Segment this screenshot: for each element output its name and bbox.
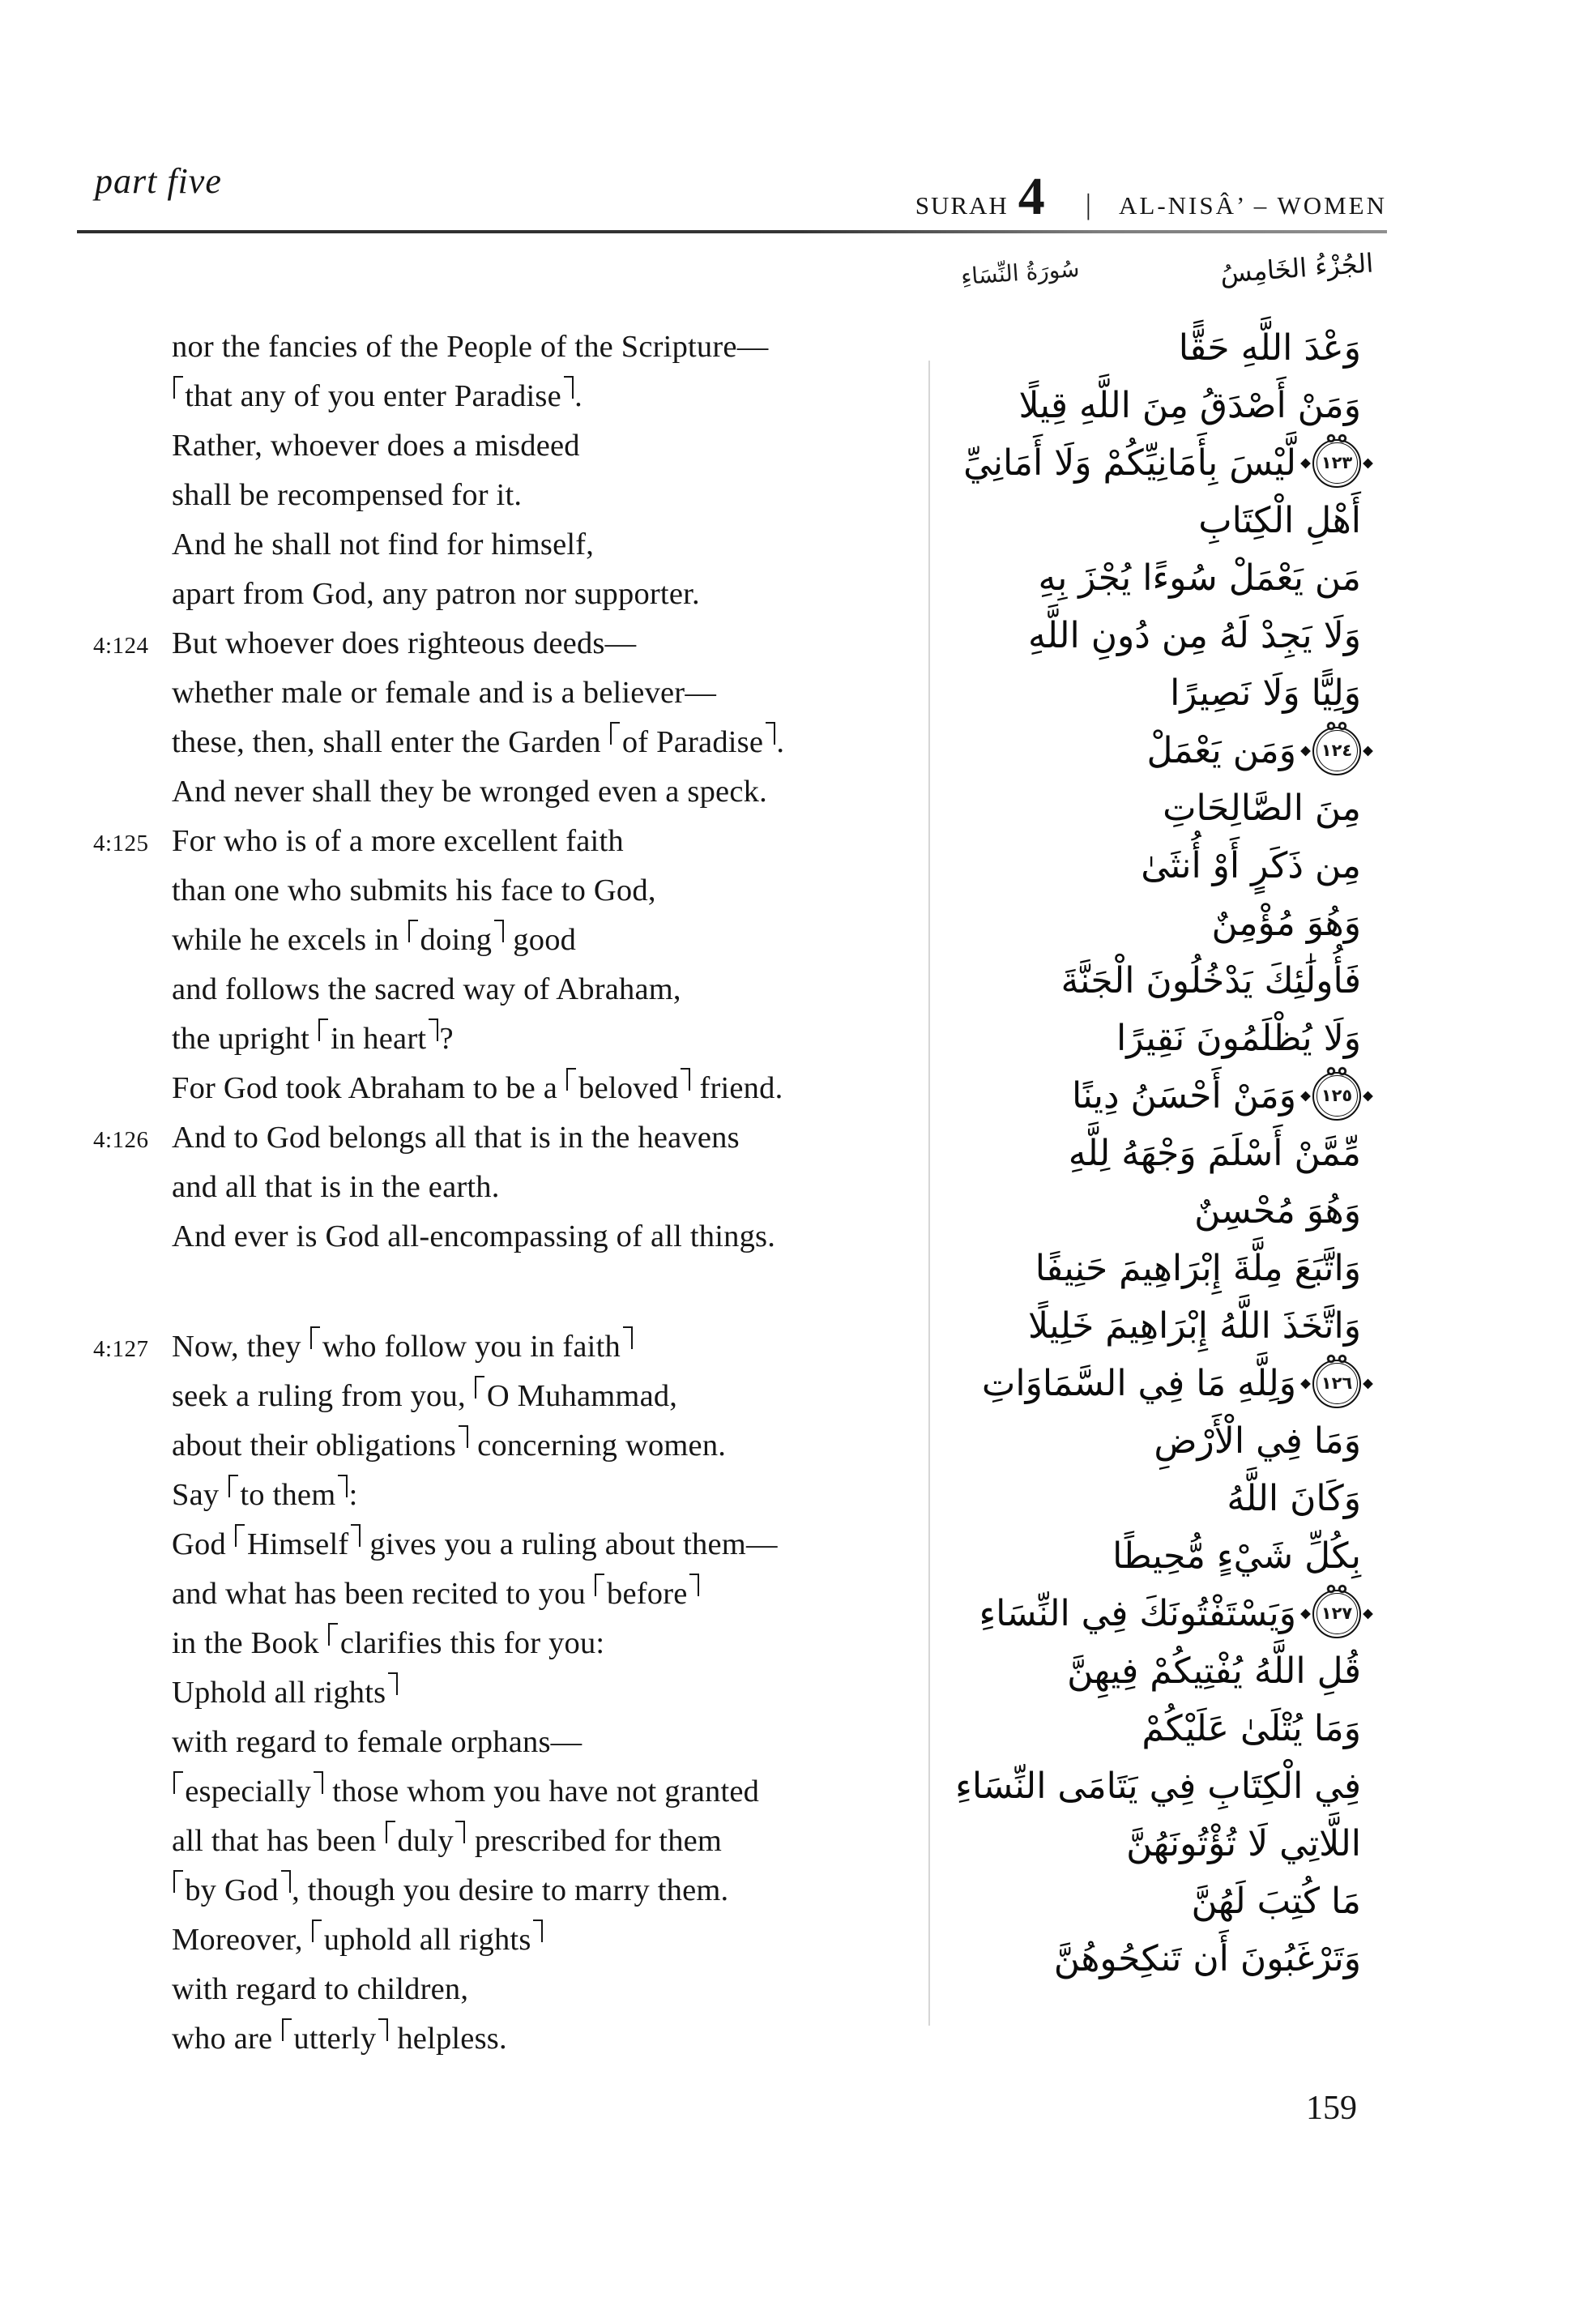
translation-text: the upright in heart ? [172,1014,454,1064]
arabic-line [907,1470,1361,1527]
translation-text: Now, they who follow you in faith [172,1322,634,1372]
arabic-text: اللَّاتِي لَا تُؤْتُونَهُنَّ [1126,1822,1361,1864]
translation-line [93,916,920,965]
half-bracket-mark [533,1920,543,1941]
translation-line [93,1767,920,1817]
translation-text: and all that is in the earth. [172,1170,500,1204]
arabic-line [907,377,1361,434]
translation-line [93,1915,920,1965]
translation-line [93,421,920,471]
translation-line [93,322,920,372]
half-bracket-mark [595,1574,604,1595]
arabic-text: وَيَسْتَفْتُونَكَ فِي النِّسَاءِ [979,1592,1296,1634]
translation-text: in the Book clarifies this for you: [172,1619,604,1668]
half-bracket-mark [623,1326,633,1348]
arabic-line [907,1873,1361,1930]
arabic-text: مِن ذَكَرٍ أَوْ أُنثَىٰ [1141,844,1361,886]
arabic-text: مَا كُتِبَ لَهُنَّ [1191,1880,1361,1922]
translation-text: For who is of a more excellent faith [172,824,624,858]
translation-line [93,767,920,817]
half-bracket-mark [408,920,418,942]
header-divider: | [1085,188,1092,220]
translation-text: and what has been recited to you before [172,1569,701,1619]
arabic-text: مِّمَّنْ أَسْلَمَ وَجْهَهُ لِلَّهِ [1068,1132,1361,1174]
verse-medallion-icon [1312,1072,1361,1121]
translation-line [93,1520,920,1569]
half-bracket-mark [378,2018,388,2040]
translation-column [93,322,920,2064]
translation-text: all that has been duly prescribed for them [172,1817,722,1866]
half-bracket-mark [338,1475,348,1497]
translation-text: about their obligations concerning women. [172,1421,726,1471]
arabic-line [907,1585,1361,1642]
translation-line [93,1866,920,1915]
half-bracket-mark [610,722,620,744]
arabic-text: أَهْلِ الْكِتَابِ [1198,499,1361,541]
verse-number: 4:125 [93,831,149,856]
translation-text: And ever is God all-encompassing of all things. [172,1219,776,1253]
half-bracket-mark [314,1771,323,1793]
translation-text: and follows the sacred way of Abraham, [172,972,681,1006]
surah-header [915,167,1387,226]
translation-text: with regard to children, [172,1972,469,2006]
translation-line [93,1212,920,1262]
translation-line [93,372,920,421]
arabic-text: وَتَرْغَبُونَ أَن تَنكِحُوهُنَّ [1053,1937,1361,1979]
surah-name-calligraphy: سُورَةُ النِّسَاءِ [960,254,1081,291]
half-bracket-mark [281,1870,291,1892]
translation-text: who are utterly helpless. [172,2014,507,2064]
half-bracket-mark [235,1524,245,1546]
half-bracket-mark [173,1870,183,1892]
translation-text: while he excels in doing good [172,916,576,965]
translation-line [93,965,920,1014]
verse-medallion-number: ١٢٤ [1321,741,1353,760]
half-bracket-mark [429,1018,438,1040]
arabic-line [907,1930,1361,1988]
arabic-text: وَمَنْ أَصْدَقُ مِنَ اللَّهِ قِيلًا [1018,384,1361,426]
half-bracket-mark [310,1326,320,1348]
translation-line [93,471,920,520]
arabic-text: وَمَنْ أَحْسَنُ دِينًا [1072,1074,1296,1117]
arabic-line [907,1412,1361,1470]
half-bracket-mark [173,376,183,398]
arabic-text: وَاتَّخَذَ اللَّهُ إِبْرَاهِيمَ خَلِيلًا [1028,1305,1361,1347]
arabic-line [907,1067,1361,1125]
translation-line [93,520,920,570]
translation-text: by God , though you desire to marry them. [172,1866,728,1915]
half-bracket-mark [388,1672,398,1694]
translation-text: For God took Abraham to be a beloved friend. [172,1064,783,1113]
arabic-line [907,837,1361,895]
translation-line [93,817,920,866]
arabic-line [907,895,1361,952]
translation-line [93,1471,920,1520]
verse-medallion-icon [1312,439,1361,488]
arabic-text: وَلِلَّهِ مَا فِي السَّمَاوَاتِ [981,1362,1296,1404]
translation-line [93,1262,920,1322]
translation-text: apart from God, any patron nor supporter. [172,577,700,611]
arabic-text: مِنَ الصَّالِحَاتِ [1163,787,1361,829]
translation-text: Uphold all rights [172,1668,399,1718]
arabic-line [907,722,1361,779]
arabic-text: وَاتَّبَعَ مِلَّةَ إِبْرَاهِيمَ حَنِيفًا [1035,1247,1361,1289]
arabic-text: وَعْدَ اللَّهِ حَقًّا [1178,327,1361,369]
translation-line [93,668,920,718]
half-bracket-mark [386,1821,395,1843]
arabic-line [907,549,1361,607]
half-bracket-mark [228,1475,238,1497]
surah-word: SURAH [915,191,1009,220]
arabic-line [907,664,1361,722]
translation-text: And he shall not find for himself, [172,527,595,562]
arabic-text: فَأُولَٰئِكَ يَدْخُلُونَ الْجَنَّةَ [1060,959,1361,1001]
translation-text: Moreover, uphold all rights [172,1915,544,1965]
arabic-line [907,1700,1361,1757]
arabic-column [907,319,1361,1988]
arabic-text: وَمَن يَعْمَلْ [1146,729,1296,771]
arabic-text: وَمَا فِي الْأَرْضِ [1154,1420,1361,1462]
arabic-line [907,319,1361,377]
part-label: part five [95,161,222,201]
arabic-line [907,1125,1361,1182]
half-bracket-mark [564,376,574,398]
half-bracket-mark [351,1524,361,1546]
arabic-line [907,434,1361,492]
translation-line [93,1322,920,1372]
verse-medallion-icon [1312,1360,1361,1408]
arabic-text: وَلَا يُظْلَمُونَ نَقِيرًا [1116,1017,1361,1059]
translation-text: these, then, shall enter the Garden of Paradise . [172,718,784,767]
translation-line [93,1619,920,1668]
translation-line [93,1569,920,1619]
arabic-text: مَن يَعْمَلْ سُوءًا يُجْزَ بِهِ [1038,557,1361,599]
translation-line [93,1372,920,1421]
verse-number: 4:126 [93,1127,149,1153]
arabic-line [907,1182,1361,1240]
page-gutter-line [928,361,930,2026]
translation-line [93,1163,920,1212]
arabic-text: وَلِيًّا وَلَا نَصِيرًا [1170,672,1361,714]
translation-line [93,718,920,767]
arabic-text: وَمَا يُتْلَىٰ عَلَيْكُمْ [1142,1707,1361,1749]
arabic-line [907,952,1361,1010]
arabic-text: قُلِ اللَّهُ يُفْتِيكُمْ فِيهِنَّ [1067,1650,1361,1692]
arabic-line [907,1527,1361,1585]
translation-text: Rather, whoever does a misdeed [172,429,580,463]
arabic-line [907,1010,1361,1067]
half-bracket-mark [566,1068,576,1090]
arabic-line [907,492,1361,549]
half-bracket-mark [173,1771,183,1793]
surah-number: 4 [1018,167,1045,226]
verse-medallion-number: ١٢٧ [1321,1604,1353,1623]
verse-medallion-number: ١٢٣ [1321,453,1353,472]
arabic-text: وَلَا يَجِدْ لَهُ مِن دُونِ اللَّهِ [1027,614,1361,656]
arabic-text: بِكُلِّ شَيْءٍ مُّحِيطًا [1112,1535,1361,1577]
arabic-line [907,1297,1361,1355]
half-bracket-mark [328,1623,338,1645]
translation-line [93,1817,920,1866]
half-bracket-mark [475,1376,484,1398]
verse-medallion-icon [1312,727,1361,775]
header-rule [77,230,1387,233]
half-bracket-mark [312,1920,322,1941]
arabic-text: وَهُوَ مُحْسِنٌ [1194,1189,1361,1232]
arabic-line [907,1642,1361,1700]
translation-text: God Himself gives you a ruling about them— [172,1520,778,1569]
verse-medallion-number: ١٢٥ [1321,1086,1353,1105]
translation-line [93,1668,920,1718]
arabic-line [907,607,1361,664]
arabic-text: لَّيْسَ بِأَمَانِيِّكُمْ وَلَا أَمَانِيِّ [963,442,1296,484]
translation-line [93,866,920,916]
translation-text: that any of you enter Paradise . [172,372,582,421]
half-bracket-mark [681,1068,690,1090]
arabic-line [907,1757,1361,1815]
translation-line [93,619,920,668]
translation-text: especially those whom you have not granted [172,1767,759,1817]
arabic-text: وَكَانَ اللَّهُ [1227,1477,1361,1519]
translation-text: And to God belongs all that is in the heavens [172,1121,740,1155]
arabic-line [907,779,1361,837]
juz-calligraphy: الجُزْءُ الخَامِسُ [1218,247,1375,289]
translation-line [93,1113,920,1163]
translation-text: And never shall they be wronged even a speck. [172,775,767,809]
translation-line [93,1965,920,2014]
page-number: 159 [1306,2090,1357,2127]
translation-line [93,1064,920,1113]
translation-text: nor the fancies of the People of the Scripture— [172,330,769,364]
translation-line [93,570,920,619]
translation-text: shall be recompensed for it. [172,478,523,512]
translation-line [93,1014,920,1064]
half-bracket-mark [282,2018,292,2040]
half-bracket-mark [766,722,775,744]
translation-text: than one who submits his face to God, [172,873,656,907]
verse-number: 4:124 [93,633,149,659]
surah-name: AL-NISÂ’ – WOMEN [1119,191,1387,220]
half-bracket-mark [689,1574,699,1595]
verse-medallion-number: ١٢٦ [1321,1373,1353,1393]
translation-text: Say to them : [172,1471,357,1520]
translation-text: whether male or female and is a believer— [172,676,717,710]
translation-line [93,2014,920,2064]
translation-line [93,1718,920,1767]
arabic-line [907,1240,1361,1297]
arabic-text: فِي الْكِتَابِ فِي يَتَامَى النِّسَاءِ [955,1765,1361,1807]
verse-number: 4:127 [93,1336,149,1362]
half-bracket-mark [494,920,504,942]
arabic-line [907,1355,1361,1412]
arabic-line [907,1815,1361,1873]
arabic-text: وَهُوَ مُؤْمِنٌ [1211,902,1361,944]
translation-text: seek a ruling from you, O Muhammad, [172,1372,677,1421]
verse-medallion-icon [1312,1590,1361,1638]
half-bracket-mark [455,1821,465,1843]
half-bracket-mark [318,1018,328,1040]
translation-text: But whoever does righteous deeds— [172,626,637,660]
half-bracket-mark [459,1425,468,1447]
translation-text: with regard to female orphans— [172,1725,582,1759]
translation-line [93,1421,920,1471]
